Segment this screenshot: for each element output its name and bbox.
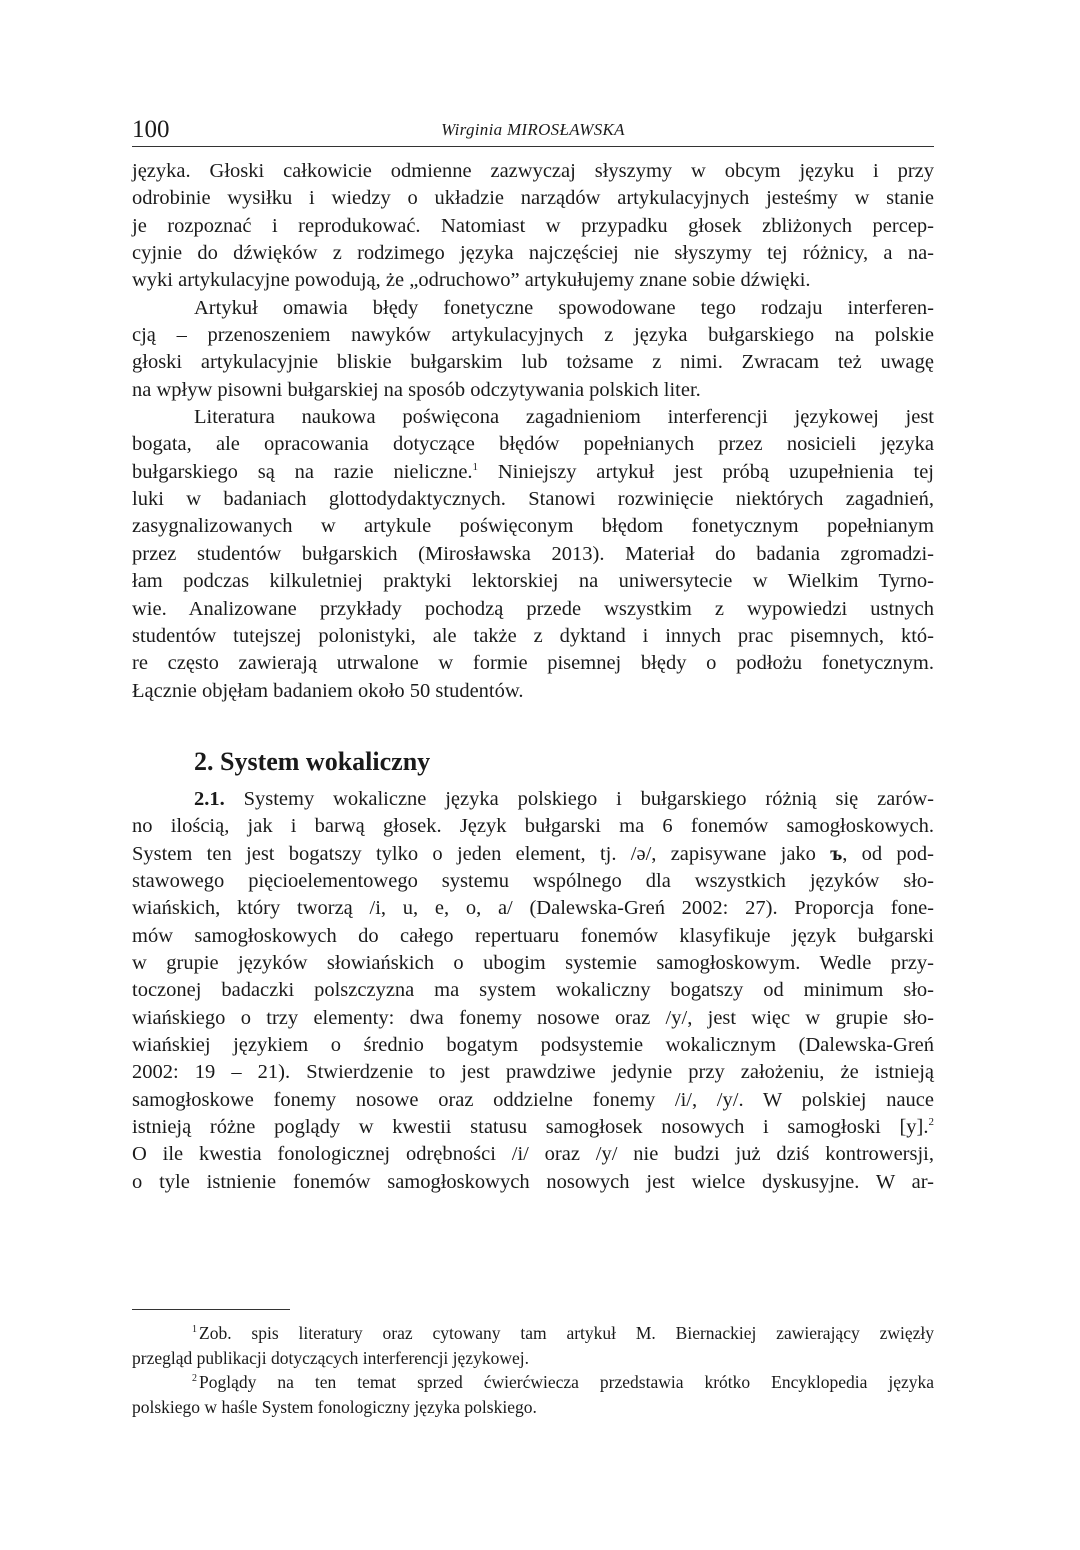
text-line: Artykuł omawia błędy fonetyczne spowodowane tego rodzaju interferen- <box>194 296 934 319</box>
text-line: toczonej badaczki polszczyzna ma system wokaliczny bogatszy od minimum sło- <box>132 979 934 1002</box>
footnote-2 <box>132 1370 934 1419</box>
text-segment: Systemy wokaliczne języka polskiego i bułgarskiego różnią się zarów- <box>224 787 934 810</box>
text-line-with-footnote <box>132 1114 934 1141</box>
paragraph-1 <box>132 158 934 295</box>
text-line: zasygnalizowanych w artykule poświęconym błędom fonetycznym popełnianym <box>132 515 934 538</box>
cyrillic-letter: ъ <box>830 842 843 865</box>
footnote-ref-2[interactable]: 2 <box>928 1116 934 1128</box>
text-line: Literatura naukowa poświęcona zagadnieniom interferencji językowej jest <box>194 406 934 429</box>
section-paragraph <box>132 786 934 1196</box>
text-segment: , od pod- <box>842 842 935 865</box>
footnote-line: polskiego w haśle System fonologiczny języka polskiego. <box>132 1396 537 1417</box>
text-line: je rozpoznać i reprodukować. Natomiast w przypadku głosek zbliżonych percep- <box>132 214 934 237</box>
section-heading: 2. System wokaliczny <box>194 746 431 776</box>
text-segment: bułgarskiego są na razie nieliczne. <box>132 460 473 483</box>
text-line: odrobinie wysiłku i wiedzy o układzie narządów artykulacyjnych jesteśmy w stanie <box>132 187 934 210</box>
text-segment: Zob. spis literatury oraz cytowany tam artykuł M. Biernackiej zawierający zwięzły <box>199 1323 934 1343</box>
text-segment: System ten jest bogatszy tylko o jeden element, tj. /ə/, zapisywane jako <box>132 842 831 865</box>
running-head-author: Wirginia MIROSŁAWSKA <box>441 120 625 139</box>
text-line: głoski artykulacyjnie bliskie bułgarskim lub tożsame z nimi. Zwracam też uwagę <box>132 351 934 374</box>
page-header <box>132 112 934 147</box>
text-line-with-footnote <box>132 459 934 486</box>
text-segment: Poglądy na ten temat sprzed ćwierćwiecza przedstawia krótko Encyklopedia języka <box>199 1372 934 1392</box>
body-text <box>132 158 934 1196</box>
footnote-line <box>132 1370 934 1395</box>
page-number: 100 <box>132 116 170 143</box>
text-line: na wpływ pisowni bułgarskiej na sposób odczytywania polskich liter. <box>132 378 701 401</box>
text-line: wyki artykulacyjne powodują, że „odruchowo” artykułujemy znane sobie dźwięki. <box>132 269 811 292</box>
text-line: w grupie języków słowiańskich o ubogim systemie samogłoskowym. Wedle przy- <box>132 951 934 974</box>
subsection-number: 2.1. <box>194 787 225 810</box>
text-line: bogata, ale opracowania dotyczące błędów popełnianych przez nosicieli języka <box>132 433 934 456</box>
text-line: no ilością, jak i barwą głosek. Język bułgarski ma 6 fonemów samogłoskowych. <box>132 815 934 838</box>
paragraph-3 <box>132 404 934 705</box>
text-line: luki w badaniach glottodydaktycznych. Stanowi rozwinięcie niektórych zagadnień, <box>132 488 934 511</box>
text-line: Łącznie objęłam badaniem około 50 studentów. <box>132 679 524 702</box>
text-line: re często zawierają utrwalone w formie pisemnej błędy o podłożu fonetycznym. <box>132 652 934 675</box>
text-line: 2002: 19 – 21). Stwierdzenie to jest prawdziwe jedynie przy założeniu, że istnieją <box>132 1061 934 1084</box>
text-line: języka. Głoski całkowicie odmienne zazwyczaj słyszymy w obcym języku i przy <box>132 160 934 182</box>
text-line: wie. Analizowane przykłady pochodzą przede wszystkim z wypowiedzi ustnych <box>132 597 934 620</box>
text-line: mów samogłoskowych do całego repertuaru fonemów klasyfikuje język bułgarski <box>132 924 934 947</box>
footnote-divider <box>132 1309 290 1310</box>
footnote-line: przegląd publikacji dotyczących interferencji językowej. <box>132 1347 529 1368</box>
text-line: O ile kwestia fonologicznej odrębności /i/ oraz /y/ nie budzi już dziś kontrowersji, <box>132 1143 934 1166</box>
text-line <box>132 841 934 868</box>
footnote-mark: 1 <box>192 1324 197 1335</box>
text-segment: istnieją różne poglądy w kwestii statusu samogłosek nosowych i samogłoski [y]. <box>132 1116 929 1138</box>
text-line: stawowego pięcioelementowego systemu wspólnego dla wszystkich języków sło- <box>132 869 934 892</box>
text-line: cyjnie do dźwięków z rodzimego języka najczęściej nie słyszymy tej różnicy, a na- <box>132 242 934 265</box>
text-line: cją – przenoszeniem nawyków artykulacyjnych z języka bułgarskiego na polskie <box>132 324 934 347</box>
text-segment: Niniejszy artykuł jest próbą uzupełnienia tej <box>478 460 934 483</box>
footnote-line <box>132 1321 934 1346</box>
text-line: samogłoskowe fonemy nosowe oraz oddzielne fonemy /i/, /y/. W polskiej nauce <box>132 1088 934 1111</box>
text-line: o tyle istnienie fonemów samogłoskowych nosowych jest wielce dyskusyjne. W ar- <box>132 1170 934 1193</box>
text-line: wiańskiej językiem o średnio bogatym podsystemie wokalicznym (Dalewska-Greń <box>132 1033 934 1056</box>
footnote-mark: 2 <box>192 1373 197 1384</box>
paragraph-2 <box>132 295 934 404</box>
text-line: wiańskich, który tworzą /i, u, e, o, a/ (Dalewska-Greń 2002: 27). Proporcja fone- <box>132 897 934 920</box>
footnotes <box>132 1321 934 1419</box>
footnote-ref-1[interactable]: 1 <box>472 460 479 473</box>
text-line: przez studentów bułgarskich (Mirosławska 2013). Materiał do badania zgromadzi- <box>132 542 934 565</box>
text-line: studentów tutejszej polonistyki, ale także z dyktand i innych prac pisemnych, któ- <box>132 624 934 647</box>
text-line: wiańskiego o trzy elementy: dwa fonemy nosowe oraz /y/, jest więc w grupie sło- <box>132 1006 934 1029</box>
footnote-1 <box>132 1321 934 1370</box>
text-line: łam podczas kilkuletniej praktyki lektorskiej na uniwersytecie w Wielkim Tyrno- <box>132 570 934 593</box>
text-line <box>132 786 934 813</box>
